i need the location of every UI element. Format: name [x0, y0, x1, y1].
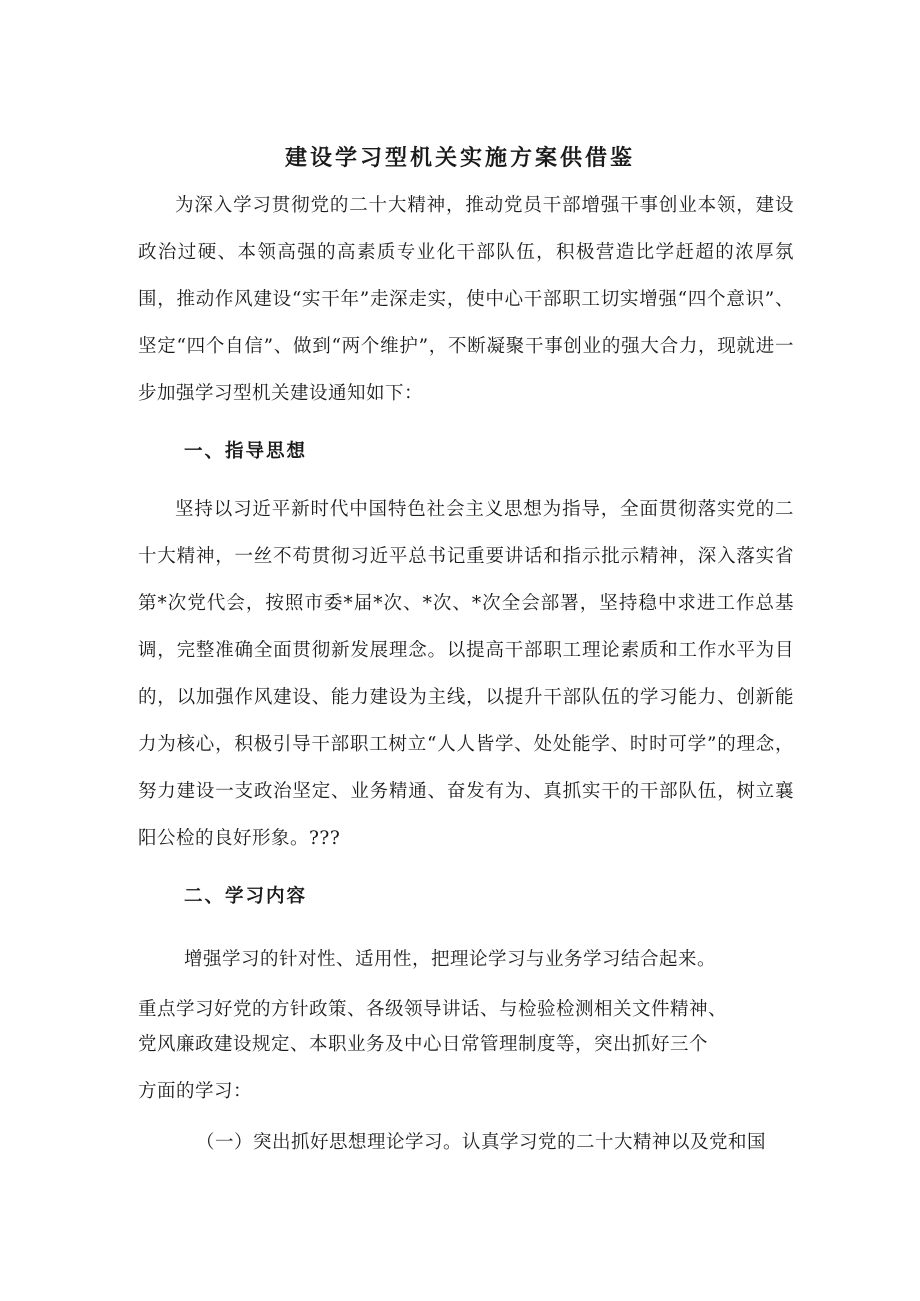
guiding-thought-paragraph: 坚持以习近平新时代中国特色社会主义思想为指导，全面贯彻落实党的二十大精神，一丝不苟贯彻习近平总书记重要讲话和指示批示精神，深入落实省第*次党代会，按照市委*届*次、*次、*次全会部署，坚持稳中求进工作总基调，完整准确全面贯彻新发展理念。以提高干部职工理论素质和工作水平为目的，以加强作风建设、能力建设为主线，以提升干部队伍的学习能力、创新能力为核心，积极引导干部职工树立“人人皆学、处处能学、时时可学”的理念，努力建设一支政治坚定、业务精通、奋发有为、真抓实干的干部队伍，树立襄阳公检的良好形象。???	[138, 499, 794, 849]
study-content-line-3: 党风廉政建设规定、本职业务及中心日常管理制度等，突出抓好三个	[138, 1034, 709, 1055]
study-content-line-5: （一）突出抓好思想理论学习。认真学习党的二十大精神以及党和国	[196, 1132, 767, 1153]
document-title: 建设学习型机关实施方案供借鉴	[284, 145, 635, 171]
section-heading-study-content: 二、学习内容	[184, 886, 308, 907]
study-content-line-4: 方面的学习：	[138, 1081, 253, 1102]
intro-paragraph: 为深入学习贯彻党的二十大精神，推动党员干部增强干事创业本领，建设政治过硬、本领高强的高素质专业化干部队伍，积极营造比学赶超的浓厚氛围，推动作风建设“实干年”走深走实，使中心干部职工切实增强“四个意识”、坚定“四个自信”、做到“两个维护”，不断凝聚干事创业的强大合力，现就进一步加强学习型机关建设通知如下：	[138, 195, 794, 404]
study-content-line-2: 重点学习好党的方针政策、各级领导讲话、与检验检测相关文件精神、	[138, 999, 728, 1020]
study-content-line-1: 增强学习的针对性、适用性，把理论学习与业务学习结合起来。	[184, 949, 717, 970]
section-heading-guiding-thought: 一、指导思想	[184, 441, 308, 462]
